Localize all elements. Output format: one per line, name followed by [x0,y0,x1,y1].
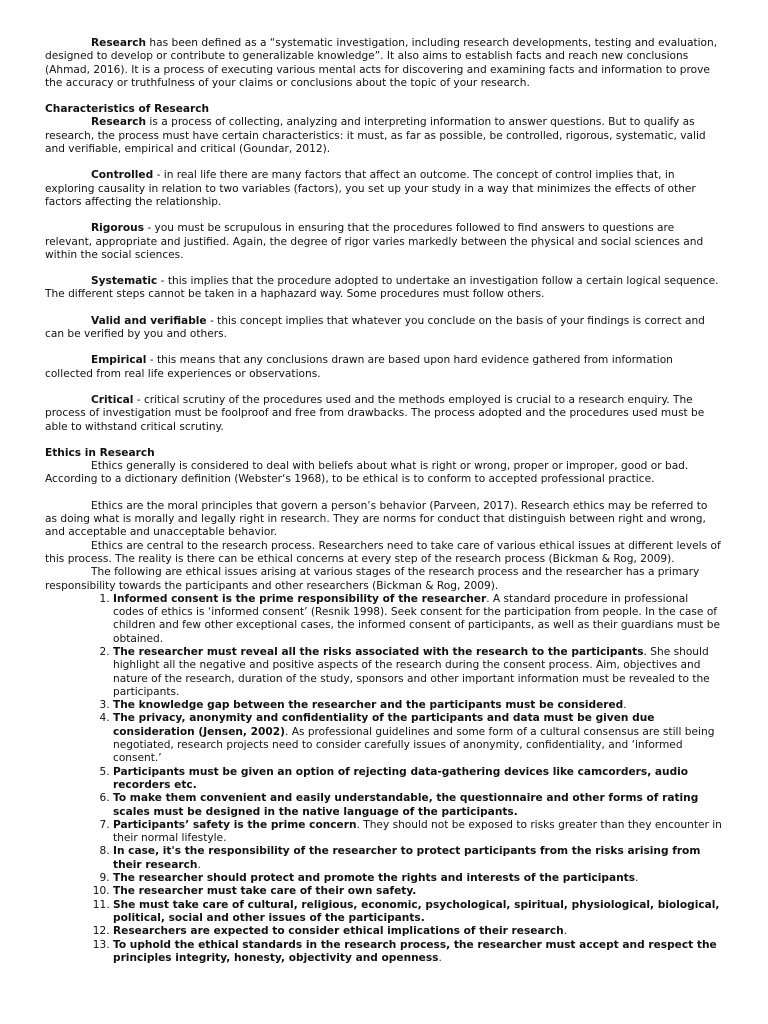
characteristics-intro-term: Research [91,116,147,129]
characteristic-text: - this implies that the procedure adopted to undertake an investigation follow a certain logical sequence. The different steps cannot be taken in a haphazard way. Some procedures must follow others. [45,275,719,301]
characteristic-term: Systematic [91,275,158,288]
intro-text: has been defined as a “systematic investigation, including research developments, testing and evaluation, designed to develop or contribute to generalizable knowledge”. It also aims to establish facts and reach new conclusions (Ahmad, 2016). It is a process of executing various mental acts for discovering and examining facts and information to prove the accuracy or truthfulness of your claims or conclusions about the topic of your research. [45,37,718,89]
list-item [113,766,722,793]
list-item-text: . She should highlight all the negative and positive aspects of the research during the consent process. Aim, objectives and nature of the research, duration of the study, sponsors and other important information must be revealed to the participants. [113,645,710,698]
list-item [113,845,722,872]
characteristic-text: - this concept implies that whatever you conclude on the basis of your findings is correct and can be verified by you and others. [45,314,705,341]
list-item-bold: Participants’ safety is the prime concern [113,818,357,831]
list-item-text: . A standard procedure in professional codes of ethics is ‘informed consent’ (Resnik 1998). Seek consent for the participation from people. In the case of children and few other exceptional cases, the informed consent of participants, as well as their guardians must be obtained. [113,592,721,645]
characteristics-heading: Characteristics of Research [45,103,210,116]
characteristic-term: Rigorous [91,222,144,235]
characteristic-empirical [45,354,722,381]
characteristic-critical [45,394,722,434]
ethics-paragraph-2: Ethics are the moral principles that govern a person’s behavior (Parveen, 2017). Research ethics may be referred to as doing what is morally and legally right in research. They are norms for conduct that distinguish between right and wrong, and acceptable and unacceptable behavior. [45,499,708,539]
list-item-text: . [438,951,442,964]
characteristic-term: Critical [91,393,134,406]
list-item-bold: She must take care of cultural, religious, economic, psychological, spiritual, physiological, biological, political, social and other issues of the participants. [113,898,720,924]
list-item [113,939,722,966]
list-item-text: . [635,872,639,885]
characteristic-text: - you must be scrupulous in ensuring that the procedures followed to find answers to questions are relevant, appropriate and justified. Again, the degree of rigor varies markedly between the physical and social sciences and within the social sciences. [45,222,704,261]
list-item-text: . As professional guidelines and some form of a cultural consensus are still being negotiated, research projects need to consider carefully issues of anonymity, confidentiality, and ‘informed consent.’ [113,725,715,765]
list-item-bold: To make them convenient and easily understandable, the questionnaire and other forms of rating scales must be designed in the native language of the participants. [113,792,699,818]
list-item-bold: The researcher must take care of their own safety. [113,885,417,898]
characteristic-text: - critical scrutiny of the procedures used and the methods employed is crucial to a research enquiry. The process of investigation must be foolproof and free from drawbacks. The process adopted and the procedures used must be able to withstand critical scrutiny. [45,393,705,433]
list-item-text: . [623,699,627,712]
ethics-paragraph-4: The following are ethical issues arising at various stages of the research process and the researcher has a primary responsibility towards the participants and other researchers (Bickman & Rog, 2009). [45,566,700,592]
list-item [113,646,722,699]
list-item-bold: Researchers are expected to consider ethical implications of their research [113,925,564,938]
ethics-paragraph-3: Ethics are central to the research process. Researchers need to take care of various ethical issues at different levels of this process. The reality is there can be ethical concerns at every step of the research process (Bickman & Rog, 2009). [45,539,721,565]
characteristic-controlled [45,169,722,209]
intro-paragraph [45,37,722,90]
list-item [113,885,722,898]
list-item-bold: In case, it's the responsibility of the researcher to protect participants from the risks arising from their research [113,845,701,871]
list-item [113,819,722,846]
intro-term: Research [91,37,147,49]
list-item-text: . [563,925,568,938]
characteristic-rigorous [45,222,722,262]
list-item [113,699,722,712]
characteristic-term: Controlled [91,169,154,182]
list-item-bold: The researcher should protect and promote the rights and interests of the participants [113,872,636,885]
list-item [113,712,722,765]
characteristics-intro [45,116,722,156]
ethics-heading: Ethics in Research [45,446,155,459]
list-item-text: . They should not be exposed to risks greater than they encounter in their normal lifestyle. [113,818,722,845]
list-item-bold: The privacy, anonymity and confidentiality of the participants and data must be given due consideration (Jensen, 2002) [113,712,655,738]
characteristic-text: - this means that any conclusions drawn are based upon hard evidence gathered from information collected from real life experiences or observations. [45,354,673,380]
characteristic-term: Empirical [91,354,147,367]
list-item [113,593,722,646]
list-item [113,792,722,819]
list-item-bold: The researcher must reveal all the risks associated with the research to the participants [113,645,644,658]
list-item-text: . [197,858,201,871]
list-item-bold: Informed consent is the prime responsibility of the researcher [113,592,487,605]
characteristic-systematic [45,275,722,302]
list-item [113,872,722,885]
list-item-bold: The knowledge gap between the researcher and the participants must be considered [113,699,624,712]
ethics-paragraph-1: Ethics generally is considered to deal with beliefs about what is right or wrong, proper or improper, good or bad. According to a dictionary definition (Webster‘s 1968), to be ethical is to conform to accepted professional practice. [45,460,689,486]
characteristics-intro-text: is a process of collecting, analyzing and interpreting information to answer questions. But to qualify as research, the process must have certain characteristics: it must, as far as possible, be controlled, rigorous, systematic, valid and verifiable, empirical and critical (Goundar, 2012). [45,116,706,156]
characteristic-valid-verifiable [45,315,722,342]
list-item-bold: To uphold the ethical standards in the research process, the researcher must accept and respect the principles integrity, honesty, objectivity and openness [113,938,717,964]
list-item [113,899,722,926]
list-item [113,925,722,938]
characteristic-term: Valid and verifiable [91,314,207,327]
ethical-issues-list [45,593,722,965]
list-item-bold: Participants must be given an option of rejecting data-gathering devices like camcorders, audio recorders etc. [113,765,689,791]
characteristic-text: - in real life there are many factors that affect an outcome. The concept of control implies that, in exploring causality in relation to two variables (factors), you set up your study in a way that minimizes the effects of other factors affecting the relationship. [45,169,696,208]
